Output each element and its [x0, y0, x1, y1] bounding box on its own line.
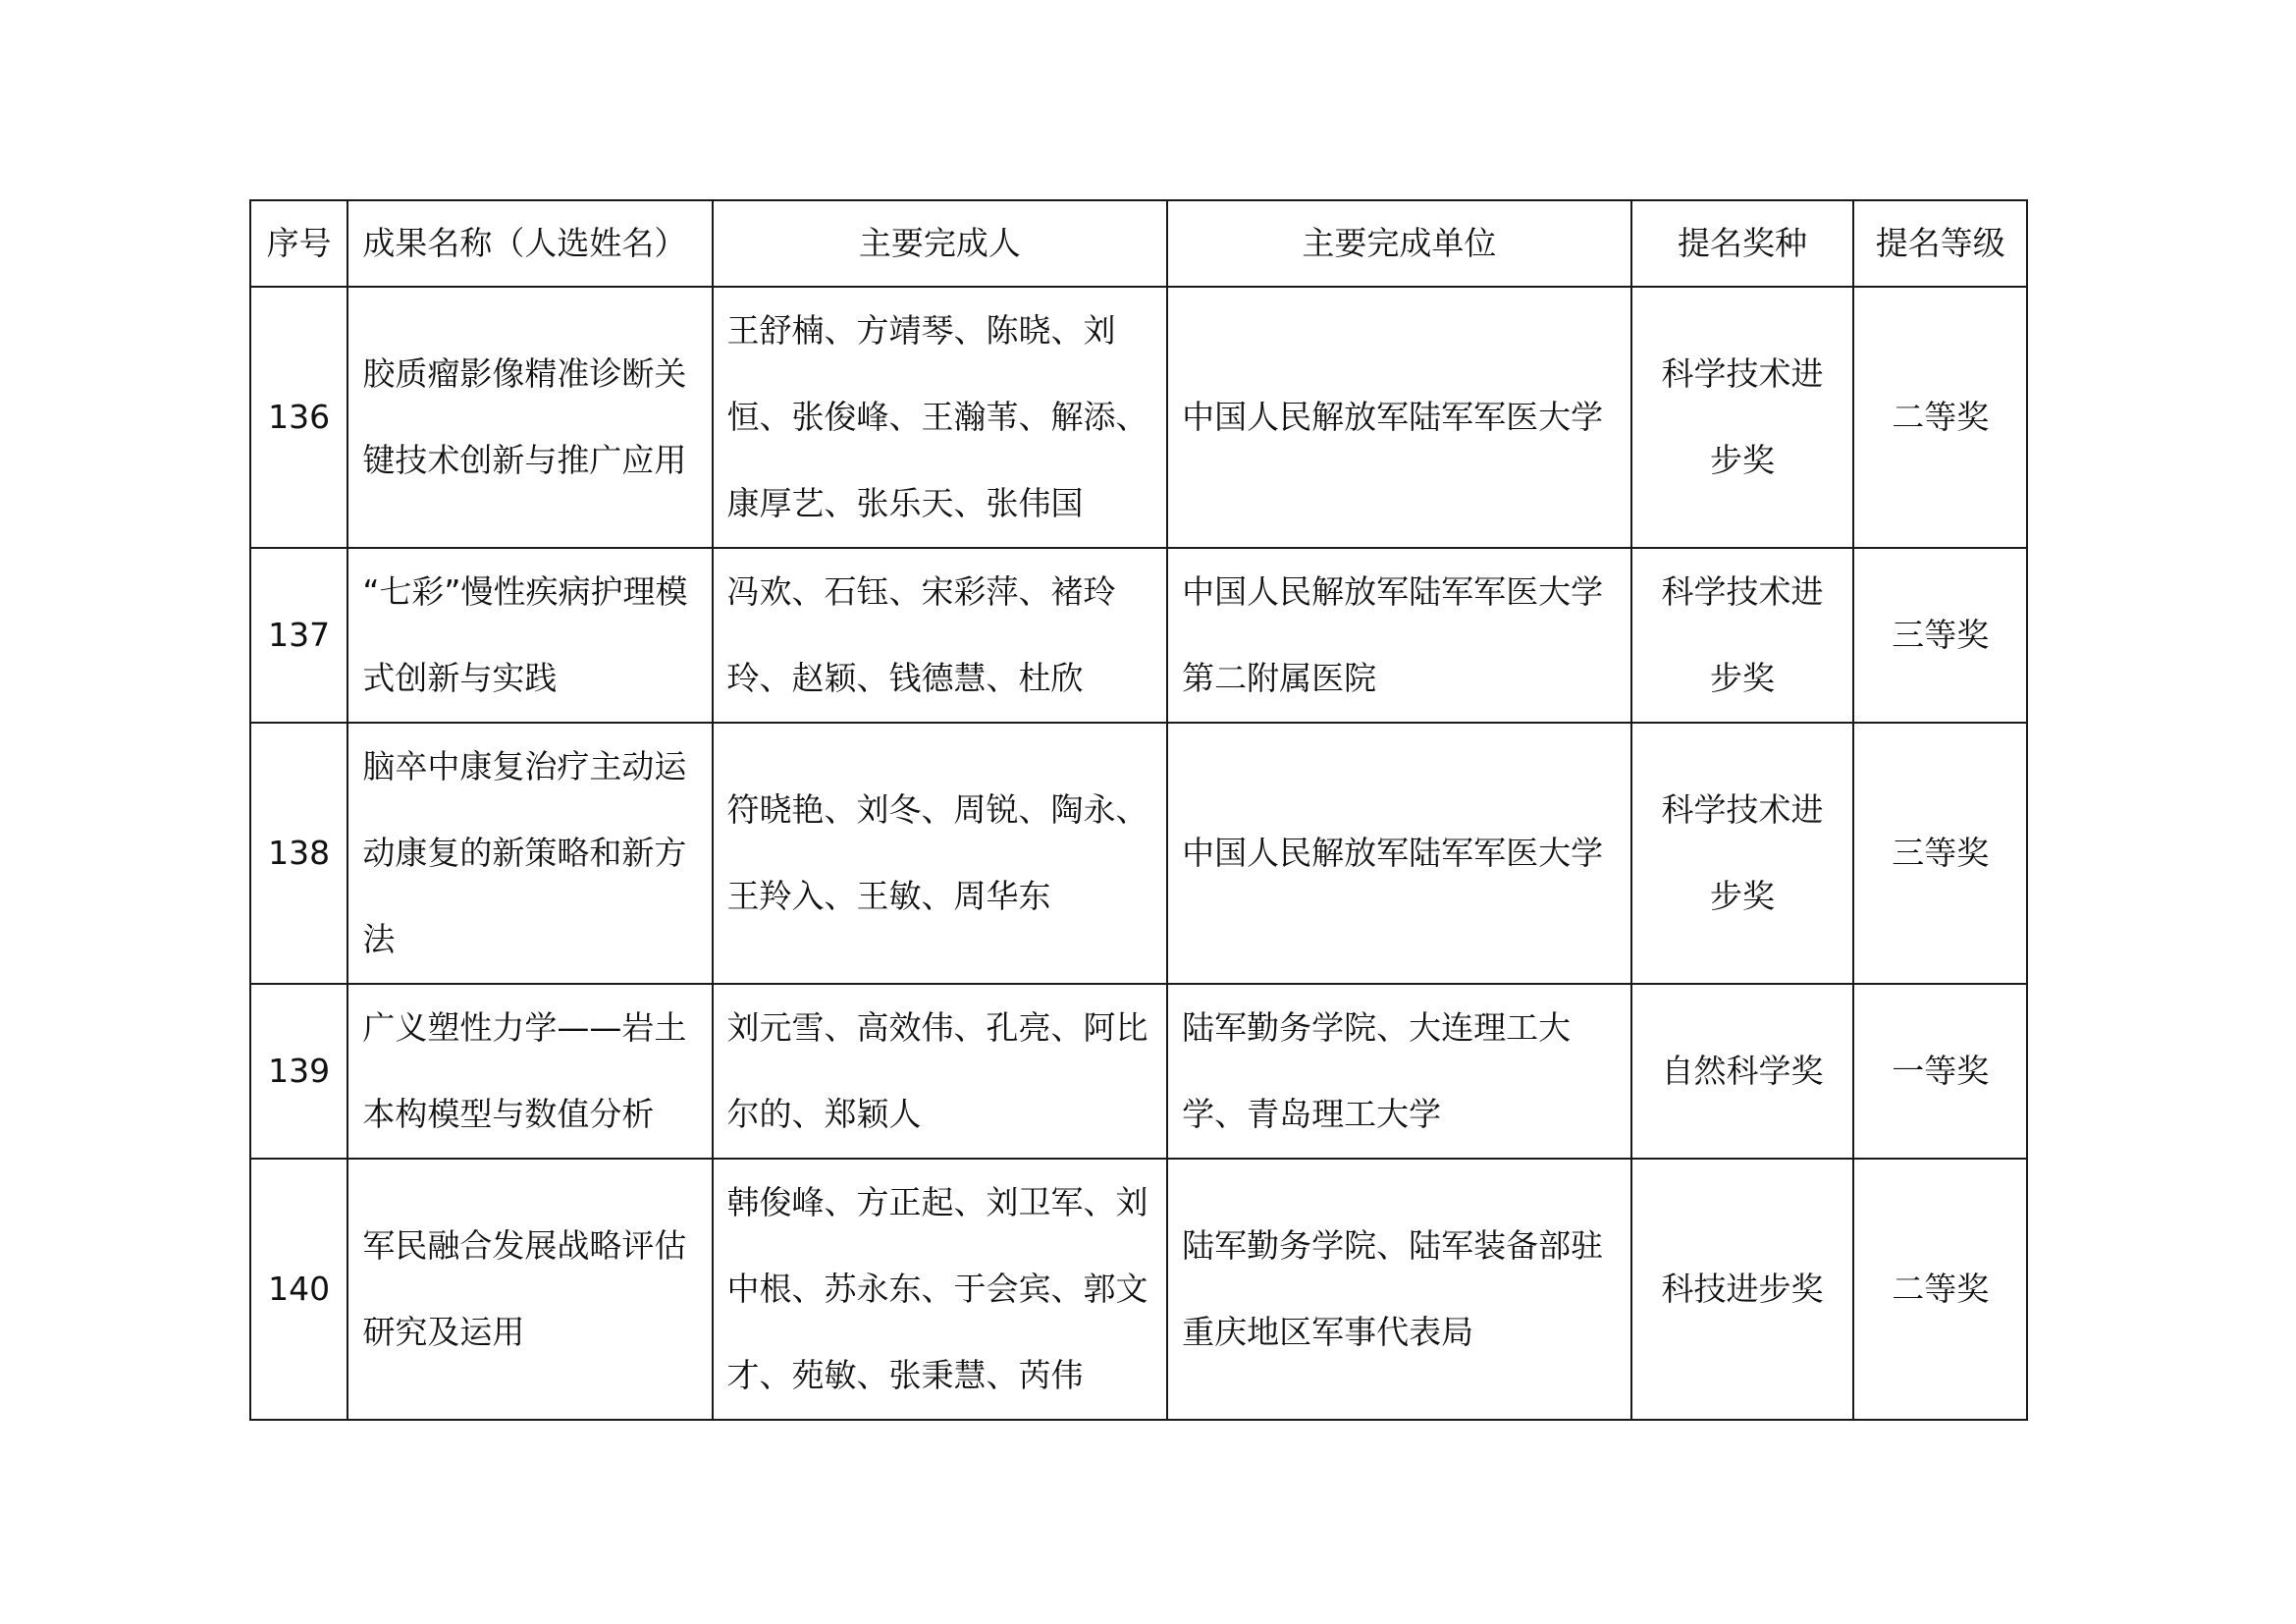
header-name: 成果名称（人选姓名） — [347, 200, 712, 287]
row-award-type: 自然科学奖 — [1631, 984, 1854, 1159]
row-award-type: 科技进步奖 — [1631, 1159, 1854, 1420]
row-name: “七彩”慢性疾病护理模式创新与实践 — [347, 548, 712, 723]
table-row — [250, 984, 2027, 1159]
row-units: 中国人民解放军陆军军医大学第二附属医院 — [1167, 548, 1631, 723]
row-name: 脑卒中康复治疗主动运动康复的新策略和新方法 — [347, 723, 712, 984]
row-units: 陆军勤务学院、大连理工大学、青岛理工大学 — [1167, 984, 1631, 1159]
row-award-type: 科学技术进步奖 — [1631, 287, 1854, 548]
table-row — [250, 1159, 2027, 1420]
row-index: 136 — [250, 287, 347, 548]
row-persons: 冯欢、石钰、宋彩萍、褚玲玲、赵颖、钱德慧、杜欣 — [713, 548, 1168, 723]
row-name: 胶质瘤影像精准诊断关键技术创新与推广应用 — [347, 287, 712, 548]
row-persons: 王舒楠、方靖琴、陈晓、刘恒、张俊峰、王瀚苇、解添、康厚艺、张乐天、张伟国 — [713, 287, 1168, 548]
row-persons: 刘元雪、高效伟、孔亮、阿比尔的、郑颖人 — [713, 984, 1168, 1159]
row-persons: 韩俊峰、方正起、刘卫军、刘中根、苏永东、于会宾、郭文才、苑敏、张秉慧、芮伟 — [713, 1159, 1168, 1420]
row-units: 中国人民解放军陆军军医大学 — [1167, 723, 1631, 984]
table-header-row — [250, 200, 2027, 287]
row-index: 139 — [250, 984, 347, 1159]
awards-table — [249, 199, 2028, 1421]
row-persons: 符晓艳、刘冬、周锐、陶永、王羚入、王敏、周华东 — [713, 723, 1168, 984]
row-index: 137 — [250, 548, 347, 723]
header-award-level: 提名等级 — [1853, 200, 2027, 287]
row-award-type: 科学技术进步奖 — [1631, 548, 1854, 723]
row-award-level: 二等奖 — [1853, 287, 2027, 548]
table-row — [250, 723, 2027, 984]
header-award-type: 提名奖种 — [1631, 200, 1854, 287]
header-persons: 主要完成人 — [713, 200, 1168, 287]
row-award-type: 科学技术进步奖 — [1631, 723, 1854, 984]
row-units: 中国人民解放军陆军军医大学 — [1167, 287, 1631, 548]
table-row — [250, 287, 2027, 548]
row-award-level: 三等奖 — [1853, 723, 2027, 984]
row-award-level: 二等奖 — [1853, 1159, 2027, 1420]
row-name: 广义塑性力学——岩土本构模型与数值分析 — [347, 984, 712, 1159]
table-row — [250, 548, 2027, 723]
header-units: 主要完成单位 — [1167, 200, 1631, 287]
row-index: 140 — [250, 1159, 347, 1420]
row-award-level: 三等奖 — [1853, 548, 2027, 723]
row-units: 陆军勤务学院、陆军装备部驻重庆地区军事代表局 — [1167, 1159, 1631, 1420]
header-index: 序号 — [250, 200, 347, 287]
row-award-level: 一等奖 — [1853, 984, 2027, 1159]
row-name: 军民融合发展战略评估研究及运用 — [347, 1159, 712, 1420]
row-index: 138 — [250, 723, 347, 984]
